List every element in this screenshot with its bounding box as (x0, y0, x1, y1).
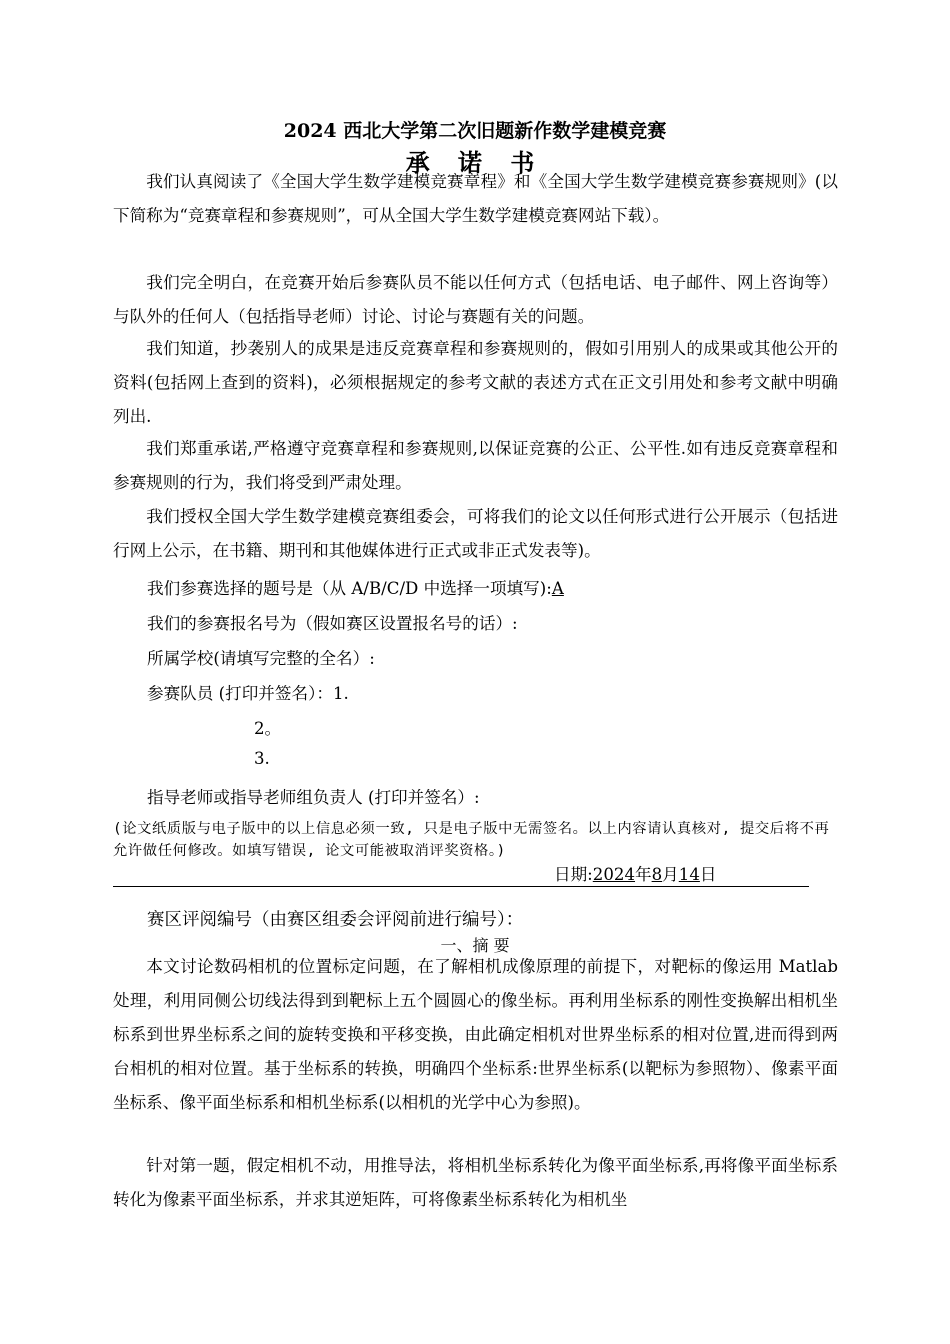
competition-title: 2024 西北大学第二次旧题新作数学建模竞赛 (283, 120, 667, 142)
pledge-paragraph-2: 我们完全明白，在竞赛开始后参赛队员不能以任何方式（包括电话、电子邮件、网上咨询等）与队外的任何人（包括指导老师）讨论、讨论与赛题有关的问题。 (113, 273, 838, 326)
review-number-label: 赛区评阅编号（由赛区组委会评阅前进行编号）： (147, 910, 524, 930)
date-line (554, 861, 716, 885)
problem-choice-line (147, 575, 564, 599)
abstract-paragraph-1: 本文讨论数码相机的位置标定问题，在了解相机成像原理的前提下，对靶标的像运用 Matlab 处理，利用同侧公切线法得到到靶标上五个圆圆心的像坐标。再利用坐标系的刚性变换解出相机坐标系到世界坐标系之间的旋转变换和平移变换，由此确定相机对世界坐标系的相对位置,进而得到两台相机的相对位置。基于坐标系的转换，明确四个坐标系:世界坐标系(以靶标为参照物）、像素平面坐标系、像平面坐标系和相机坐标系(以相机的光学中心为参照)。 (113, 957, 838, 1112)
date-month-unit: 月 (662, 865, 679, 884)
date-month: 8 (651, 865, 663, 884)
date-day-unit: 日 (699, 865, 717, 884)
date-year-unit: 年 (635, 865, 652, 884)
abstract-paragraph-2: 针对第一题，假定相机不动，用推导法，将相机坐标系转化为像平面坐标系,再将像平面坐标系转化为像素平面坐标系，并求其逆矩阵，可将像素坐标系转化为相机坐 (113, 1156, 838, 1209)
pledge-paragraph-4: 我们郑重承诺,严格遵守竞赛章程和参赛规则,以保证竞赛的公正、公平性.如有违反竞赛章程和参赛规则的行为，我们将受到严肃处理。 (113, 439, 838, 492)
team-members-label: 参赛队员 (打印并签名）： (147, 684, 333, 703)
consistency-note: (论文纸质版与电子版中的以上信息必须一致, 只是电子版中无需签名。以上内容请认真核对, 提交后将不再允许做任何修改。如填写错误, 论文可能被取消评奖资格。) (113, 821, 830, 859)
team-member-1: 1. (332, 684, 349, 703)
date-label: 日期: (554, 865, 593, 884)
pledge-paragraph-5: 我们授权全国大学生数学建模竞赛组委会，可将我们的论文以任何形式进行公开展示（包括进行网上公示，在书籍、期刊和其他媒体进行正式或非正式发表等)。 (113, 507, 838, 560)
team-members-line (147, 680, 349, 704)
problem-choice-value: A (551, 579, 564, 598)
section-divider (113, 886, 809, 887)
school-label: 所属学校(请填写完整的全名）: (147, 649, 375, 668)
date-day: 14 (678, 865, 700, 884)
pledge-paragraph-1: 我们认真阅读了《全国大学生数学建模竞赛章程》和《全国大学生数学建模竞赛参赛规则》(以下简称为“竞赛章程和参赛规则”，可从全国大学生数学建模竞赛网站下载）。 (113, 172, 838, 225)
team-member-3: 3. (254, 749, 270, 768)
pledge-title: 承 诺 书 (405, 148, 545, 177)
pledge-paragraph-3: 我们知道，抄袭别人的成果是违反竞赛章程和参赛规则的，假如引用别人的成果或其他公开的资料(包括网上查到的资料)，必须根据规定的参考文献的表述方式在正文引用处和参考文献中明确列出. (113, 339, 838, 426)
advisor-label: 指导老师或指导老师组负责人 (打印并签名）: (147, 788, 480, 807)
problem-choice-label: 我们参赛选择的题号是（从 A/B/C/D 中选择一项填写): (147, 579, 552, 598)
registration-number-label: 我们的参赛报名号为（假如赛区设置报名号的话）: (147, 614, 518, 633)
team-member-2: 2。 (254, 719, 282, 738)
date-year: 2024 (592, 865, 636, 884)
abstract-heading: 一、摘 要 (440, 936, 510, 955)
